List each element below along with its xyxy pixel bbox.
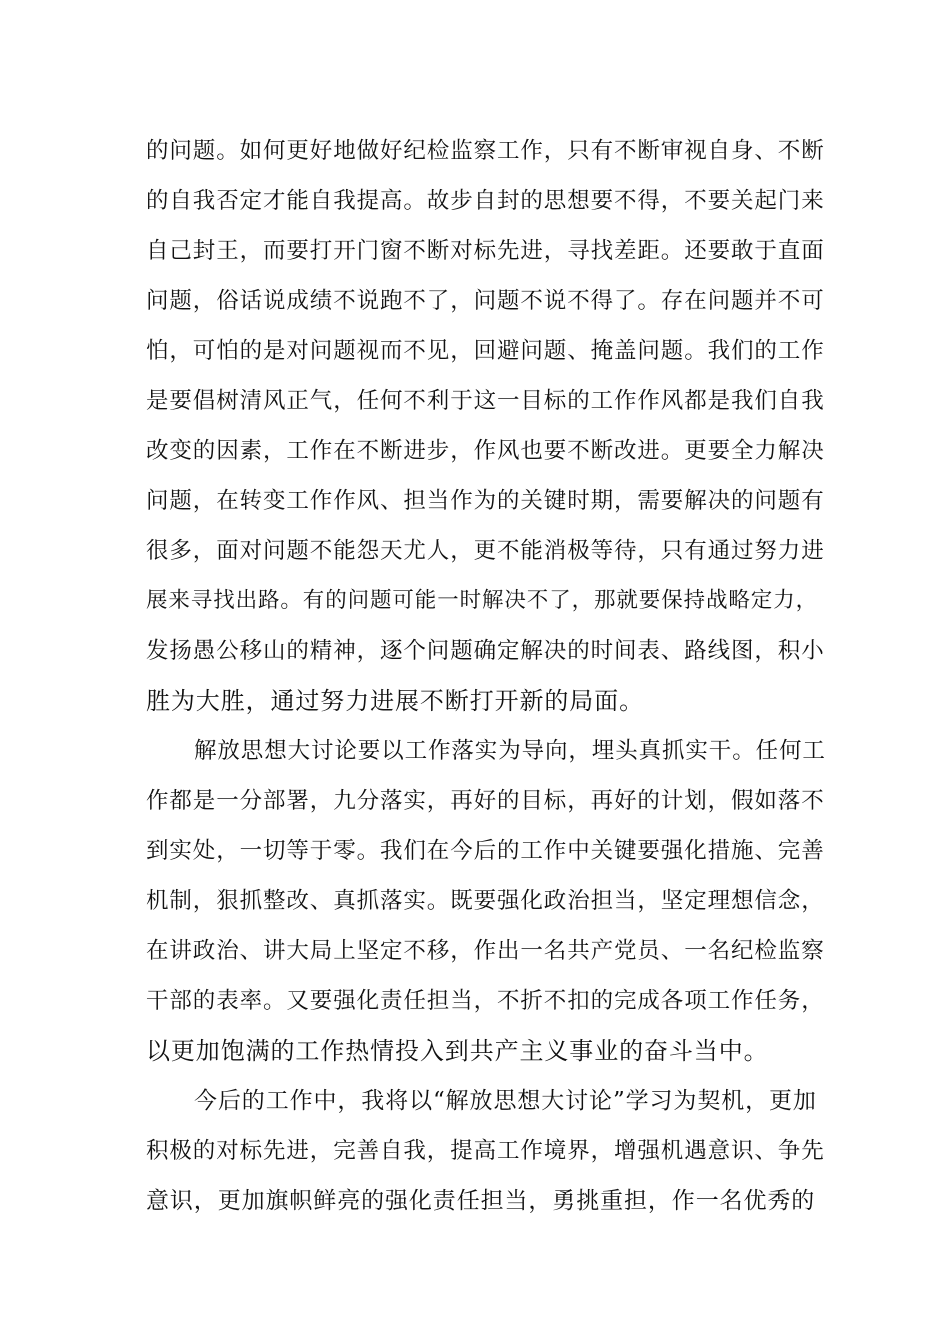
text-line: 问题，在转变工作作风、担当作为的关键时期，需要解决的问题有 bbox=[146, 488, 825, 514]
text-line: 积极的对标先进，完善自我，提高工作境界，增强机遇意识、争先 bbox=[146, 1138, 825, 1164]
text-line: 问题，俗话说成绩不说跑不了，问题不说不得了。存在问题并不可 bbox=[146, 288, 825, 314]
text-line: 干部的表率。又要强化责任担当，不折不扣的完成各项工作任务， bbox=[146, 988, 825, 1014]
paragraph-first-line: 今后的工作中，我将以“解放思想大讨论”学习为契机，更加 bbox=[194, 1088, 817, 1114]
text-line: 到实处，一切等于零。我们在今后的工作中关键要强化措施、完善 bbox=[146, 838, 825, 864]
text-line: 的问题。如何更好地做好纪检监察工作，只有不断审视自身、不断 bbox=[146, 138, 825, 164]
paragraph-first-line: 解放思想大讨论要以工作落实为导向，埋头真抓实干。任何工 bbox=[194, 738, 826, 764]
text-line: 以更加饱满的工作热情投入到共产主义事业的奋斗当中。 bbox=[146, 1037, 769, 1065]
text-line: 意识，更加旗帜鲜亮的强化责任担当，勇挑重担，作一名优秀的 bbox=[146, 1188, 816, 1214]
text-line: 怕，可怕的是对问题视而不见，回避问题、掩盖问题。我们的工作 bbox=[146, 338, 825, 364]
text-line: 的自我否定才能自我提高。故步自封的思想要不得，不要关起门来 bbox=[146, 188, 825, 214]
text-line: 在讲政治、讲大局上坚定不移，作出一名共产党员、一名纪检监察 bbox=[146, 938, 825, 964]
text-line: 改变的因素，工作在不断进步，作风也要不断改进。更要全力解决 bbox=[146, 438, 825, 464]
text-line: 胜为大胜，通过努力进展不断打开新的局面。 bbox=[146, 687, 644, 715]
text-line: 发扬愚公移山的精神，逐个问题确定解决的时间表、路线图，积小 bbox=[146, 638, 825, 664]
text-line: 是要倡树清风正气，任何不利于这一目标的工作作风都是我们自我 bbox=[146, 388, 825, 414]
text-line: 展来寻找出路。有的问题可能一时解决不了，那就要保持战略定力， bbox=[146, 588, 819, 613]
text-line: 作都是一分部署，九分落实，再好的目标，再好的计划，假如落不 bbox=[146, 788, 825, 814]
text-line: 很多，面对问题不能怨天尤人，更不能消极等待，只有通过努力进 bbox=[146, 538, 825, 564]
text-line: 机制，狠抓整改、真抓落实。既要强化政治担当，坚定理想信念， bbox=[146, 888, 825, 914]
text-line: 自己封王，而要打开门窗不断对标先进，寻找差距。还要敢于直面 bbox=[146, 238, 825, 264]
